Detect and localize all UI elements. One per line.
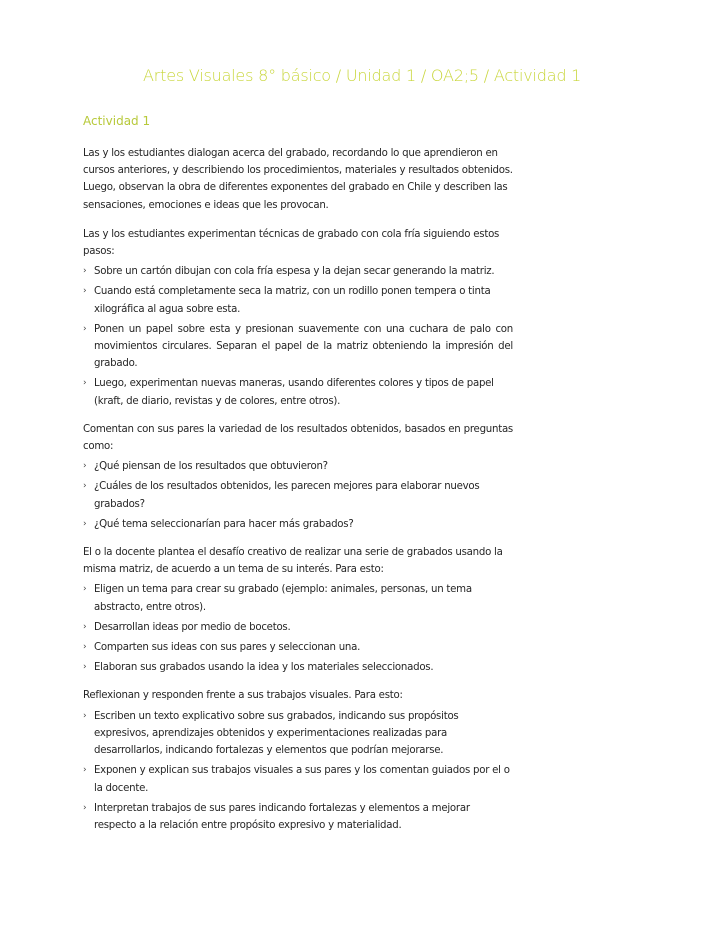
chevron-right-icon: › — [83, 621, 87, 632]
paragraph-reflection: Reflexionan y responden frente a sus trabajos visuales. Para esto: — [83, 690, 403, 702]
chevron-right-icon: › — [83, 481, 87, 492]
list-item: › Eligen un tema para crear su grabado (ejemplo: animales, personas, un tema abstracto, entre otros). — [83, 581, 513, 615]
paragraph-intro: Las y los estudiantes dialogan acerca del grabado, recordando lo que aprendieron en cursos anteriores, y describiendo los procedimientos, materiales y resultados obtenidos. Luego, observan la obra de diferentes exponentes del grabado en Chile y describen las sensaciones, emociones e ideas que les provocan. — [83, 148, 513, 211]
list-item: › ¿Qué piensan de los resultados que obtuvieron? — [83, 458, 513, 475]
chevron-right-icon: › — [83, 518, 87, 529]
chevron-right-icon: › — [83, 286, 87, 297]
chevron-right-icon: › — [83, 378, 87, 389]
list-item: › Elaboran sus grabados usando la idea y los materiales seleccionados. — [83, 659, 513, 676]
chevron-right-icon: › — [83, 710, 87, 721]
chevron-right-icon: › — [83, 584, 87, 595]
list-item: › Comparten sus ideas con sus pares y seleccionan una. — [83, 639, 513, 656]
paragraph-comments: Comentan con sus pares la variedad de los resultados obtenidos, basados en preguntas como: — [83, 423, 513, 453]
reflection-list — [83, 708, 513, 834]
list-item: › Cuando está completamente seca la matriz, con un rodillo ponen tempera o tinta xilográfica al agua sobre esta. — [83, 283, 513, 317]
chevron-right-icon: › — [83, 662, 87, 673]
chevron-right-icon: › — [83, 323, 87, 334]
activity-heading: Actividad 1 — [83, 114, 151, 128]
chevron-right-icon: › — [83, 642, 87, 653]
questions-list — [83, 458, 513, 533]
chevron-right-icon: › — [83, 461, 87, 472]
page-title: Artes Visuales 8° básico / Unidad 1 / OA2;5 / Actividad 1 — [143, 66, 582, 85]
paragraph-challenge: El o la docente plantea el desafío creativo de realizar una serie de grabados usando la misma matriz, de acuerdo a un tema de su interés. Para esto: — [83, 547, 503, 576]
chevron-right-icon: › — [83, 802, 87, 813]
paragraph-techniques: Las y los estudiantes experimentan técnicas de grabado con cola fría siguiendo estos pasos: — [83, 228, 500, 258]
chevron-right-icon: › — [83, 765, 87, 776]
list-item: › Sobre un cartón dibujan con cola fría espesa y la dejan secar generando la matriz. — [83, 263, 513, 280]
list-item: › Luego, experimentan nuevas maneras, usando diferentes colores y tipos de papel (kraft, de diario, revistas y de colores, entre otros). — [83, 375, 513, 409]
activity-content — [83, 145, 513, 837]
list-item: › ¿Qué tema seleccionarían para hacer más grabados? — [83, 516, 513, 533]
list-item: › Interpretan trabajos de sus pares indicando fortalezas y elementos a mejorar respecto a la relación entre propósito expresivo y materialidad. — [83, 800, 513, 834]
list-item: › Escriben un texto explicativo sobre sus grabados, indicando sus propósitos expresivos, aprendizajes obtenidos y experimentaciones realizadas para desarrollarlos, indicando fortalezas y elementos que podrían mejorarse. — [83, 708, 513, 760]
list-item: › ¿Cuáles de los resultados obtenidos, les parecen mejores para elaborar nuevos grabados? — [83, 478, 513, 512]
steps-list — [83, 263, 513, 410]
list-item: › Desarrollan ideas por medio de bocetos. — [83, 619, 513, 636]
challenge-list — [83, 581, 513, 676]
list-item: › Exponen y explican sus trabajos visuales a sus pares y los comentan guiados por el o la docente. — [83, 762, 513, 796]
chevron-right-icon: › — [83, 266, 87, 277]
list-item: › Ponen un papel sobre esta y presionan suavemente con una cuchara de palo con movimientos circulares. Separan el papel de la matriz obteniendo la impresión del grabado. — [83, 321, 513, 373]
